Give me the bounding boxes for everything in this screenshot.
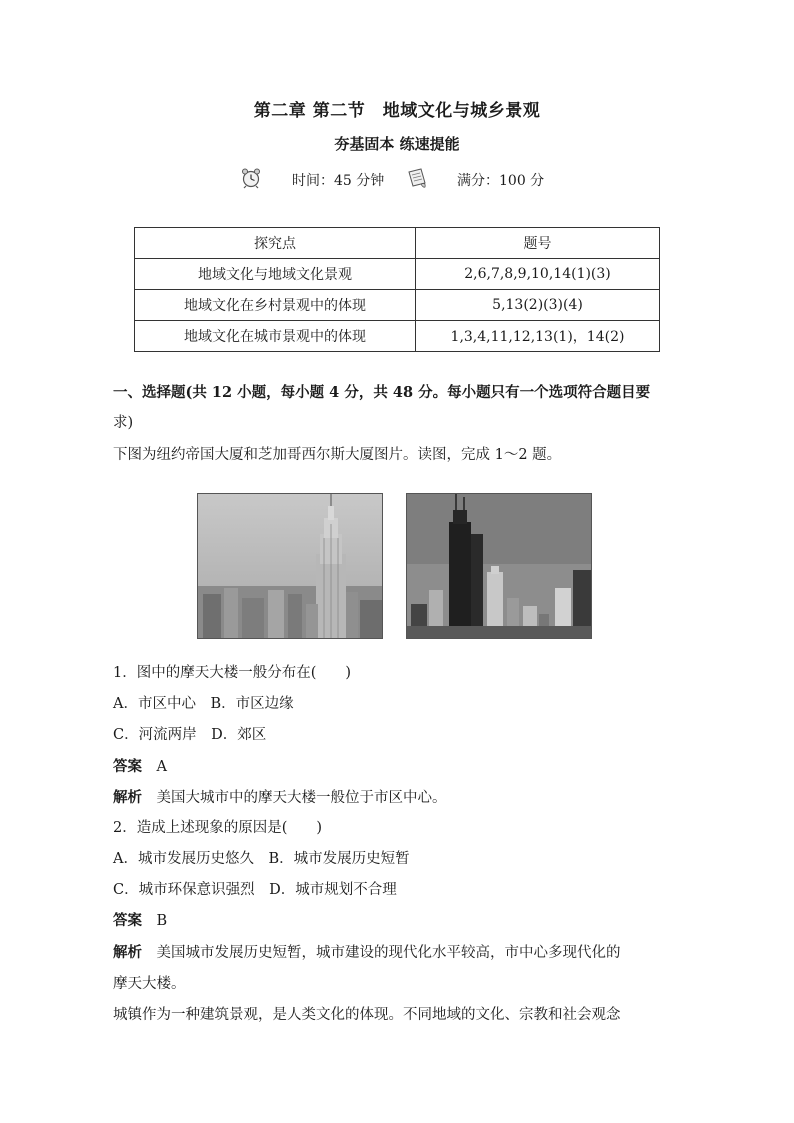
table-header-cell: 题号 (416, 228, 660, 259)
analysis-text: 美国大城市中的摩天大楼一般位于市区中心。 (156, 790, 447, 806)
closing-paragraph: 城镇作为一种建筑景观，是人类文化的体现。不同地域的文化、宗教和社会观念 (113, 1007, 621, 1023)
exam-meta (0, 167, 794, 191)
table-header-cell: 探究点 (135, 228, 416, 259)
analysis-text: 美国城市发展历史短暂，城市建设的现代化水平较高，市中心多现代化的 (156, 945, 621, 961)
question-1-options-ab: A．市区中心 B．市区边缘 (113, 696, 294, 712)
section-heading: 一、选择题(共 12 小题，每小题 4 分，共 48 分。每小题只有一个选项符合题目要 (113, 384, 651, 401)
question-2-options-ab: A．城市发展历史悠久 B．城市发展历史短暂 (113, 851, 410, 867)
analysis-label: 解析 (113, 944, 142, 961)
table-cell: 1,3,4,11,12,13(1)，14(2) (416, 321, 660, 352)
table-row (135, 290, 660, 321)
question-2-options-cd: C．城市环保意识强烈 D．城市规划不合理 (113, 882, 397, 898)
question-1-stem: 1．图中的摩天大楼一般分布在( ) (113, 665, 352, 681)
empire-state-building-photo (197, 493, 383, 639)
question-2-analysis (113, 943, 621, 963)
question-2-answer (113, 911, 167, 931)
table-cell: 地域文化在城市景观中的体现 (135, 321, 416, 352)
question-2-stem: 2．造成上述现象的原因是( ) (113, 820, 323, 836)
table-cell: 地域文化与地域文化景观 (135, 259, 416, 290)
alarm-clock-icon (240, 167, 262, 189)
question-2-analysis-cont: 摩天大楼。 (113, 976, 186, 992)
section-heading-cont: 求) (113, 415, 134, 431)
time-limit: 时间：45 分钟 (292, 173, 385, 189)
table-cell: 5,13(2)(3)(4) (416, 290, 660, 321)
question-1-options-cd: C．河流两岸 D．郊区 (113, 727, 267, 743)
table-row (135, 321, 660, 352)
answer-value: B (156, 913, 168, 929)
table-cell: 地域文化在乡村景观中的体现 (135, 290, 416, 321)
full-score: 满分：100 分 (457, 173, 545, 189)
analysis-label: 解析 (113, 789, 142, 806)
answer-label: 答案 (113, 912, 142, 929)
table-header-row (135, 228, 660, 259)
table-cell: 2,6,7,8,9,10,14(1)(3) (416, 259, 660, 290)
table-row (135, 259, 660, 290)
sears-tower-photo (406, 493, 592, 639)
topics-table (134, 227, 660, 352)
page-title: 第二章 第二节 地域文化与城乡景观 (253, 101, 541, 121)
question-1-analysis (113, 788, 447, 808)
paper-scroll-icon (406, 168, 428, 188)
answer-label: 答案 (113, 758, 142, 775)
question-1-answer (113, 757, 167, 777)
page-subtitle: 夯基固本 练速提能 (334, 135, 460, 153)
question-intro: 下图为纽约帝国大厦和芝加哥西尔斯大厦图片。读图，完成 1～2 题。 (113, 447, 562, 463)
answer-value: A (156, 759, 167, 775)
